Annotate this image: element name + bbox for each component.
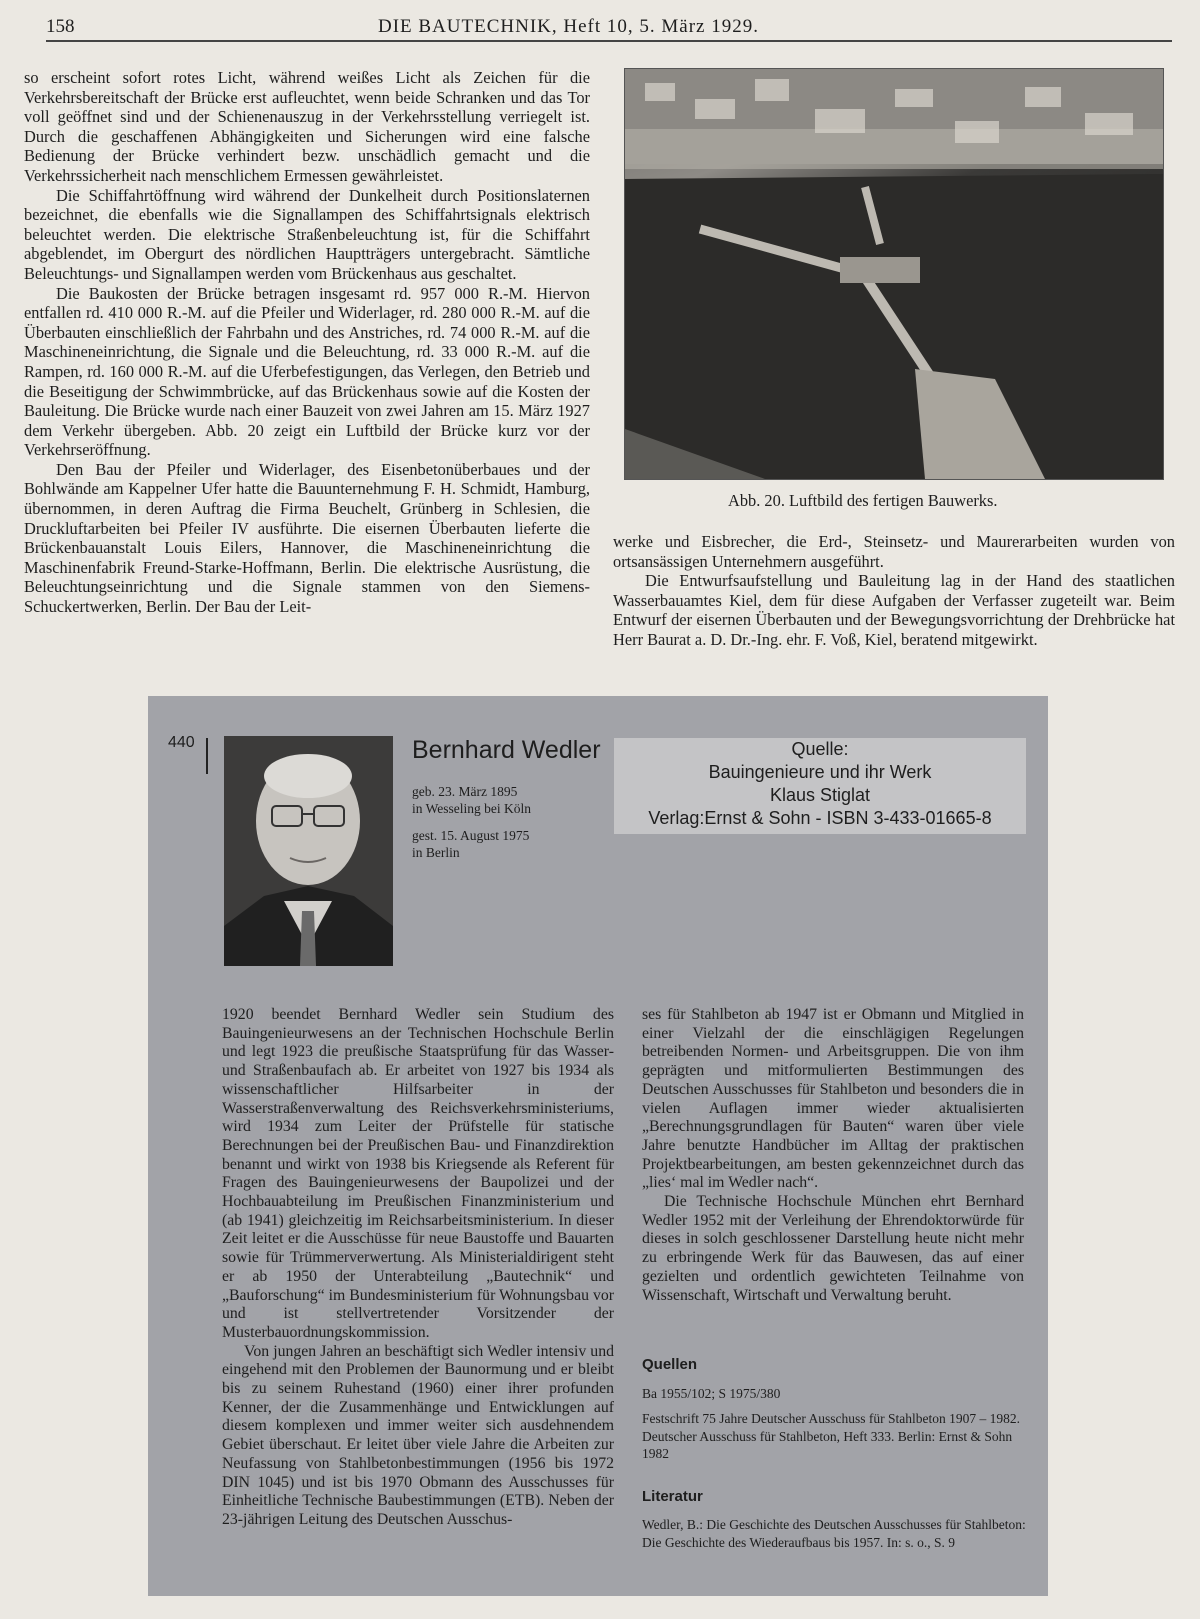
birth-date: geb. 23. März 1895: [412, 784, 518, 799]
bio-paragraph: Die Technische Hochschule München ehrt Bernhard Wedler 1952 mit der Verleihung der Ehrendoktorwürde für dieses in solch geschlossener Darstellung heute nicht mehr zu erbringende Werk für das Bauwesen, das auf einer gezielten und ordentlich gewichteten Teilnahme von Wissenschaft, Wirtschaft und Verwaltung beruht.: [642, 1193, 1024, 1304]
journal-title: DIE BAUTECHNIK, Heft 10, 5. März 1929.: [378, 16, 759, 37]
quellen-item: Ba 1955/102; S 1975/380: [642, 1386, 781, 1401]
quellen-heading: Quellen: [642, 1356, 698, 1373]
quellen-item: Festschrift 75 Jahre Deutscher Ausschuss für Stahlbeton 1907 – 1982. Deutscher Ausschuss für Stahlbeton, Heft 333. Berlin: Ernst & Sohn 1982: [642, 1411, 1020, 1461]
source-author: Klaus Stiglat: [769, 785, 871, 805]
death-date: gest. 15. August 1975: [412, 828, 530, 843]
bio-name: Bernhard Wedler: [412, 736, 601, 764]
birth-place: in Wesseling bei Köln: [412, 801, 532, 816]
source-publisher: Verlag:Ernst & Sohn - ISBN 3-433-01665-8: [648, 808, 992, 828]
article-paragraph: Die Baukosten der Brücke betragen insgesamt rd. 957 000 R.-M. Hiervon entfallen rd. 410 000 R.-M. auf die Pfeiler und Widerlager, rd. 280 000 R.-M. auf die Überbauten einschließlich der Fahrbahn und des Anstriches, rd. 74 000 R.-M. auf die Maschineneinrichtung, die Signale und die Beleuchtung, rd. 33 000 R.-M. auf die Rampen, rd. 160 000 R.-M. auf die Uferbefestigungen, das Verlegen, den Betrieb und die Beseitigung der Schwimmbrücke, auf das Brückenhaus sowie auf die Kosten der Bauleitung. Die Brücke wurde nach einer Bauzeit von zwei Jahren am 15. März 1927 dem Verkehr übergeben. Abb. 20 zeigt ein Luftbild der Brücke kurz vor der Verkehrseröffnung.: [24, 283, 590, 460]
article-paragraph: Die Schiffahrtöffnung wird während der Dunkelheit durch Positionslaternen bezeichnet, die ebenfalls wie die Signallampen des Schiffahrtsignals elektrisch beleuchtet werden. Die elektrische Straßenbeleuchtung ist, für die Schiffahrt abgeblendet, im Obergurt des nördlichen Hauptträgers untergebracht. Sämtliche Beleuchtungs- und Signallampen werden vom Brückenhaus aus geschaltet.: [24, 185, 590, 283]
source-label: Quelle:: [791, 739, 849, 759]
birth-info: [412, 783, 531, 817]
page-number: 158: [46, 16, 75, 37]
bio-paragraph: 1920 beendet Bernhard Wedler sein Studium des Bauingenieurwesens an der Technischen Hochschule Berlin und legt 1923 die preußische Staatsprüfung für das Wasser- und Straßenbaufach ab. Er arbeitet von 1927 bis 1934 als wissenschaftlicher Hilfsarbeiter in der Wasserstraßenverwaltung des Reichsverkehrsministeriums, wird 1934 zum Leiter der Prüfstelle für statische Berechnungen bei der Preußischen Bau- und Finanzdirektion benannt und wirkt von 1938 bis Kriegsende als Referent für Fragen des Bauingenieurwesens der Baupolizei und der Hochbauabteilung im Preußischen Finanzministerium und (ab 1941) gleichzeitig im Reichsarbeitsministerium. In dieser Zeit leitet er die Ausschüsse für neue Baustoffe und Bauarten sowie für Trümmerverwertung. Als Ministerialdirigent steht er ab 1950 der Unterabteilung „Bautechnik“ und „Bauforschung“ im Bundesministerium für Wohnungsbau vor und ist stellvertretender Vorsitzender der Musterbauordnungskommission.: [222, 1006, 614, 1341]
literatur-item: Wedler, B.: Die Geschichte des Deutschen Ausschusses für Stahlbeton: Die Geschichte des Wiederaufbaus bis 1957. In: s. o., S. 9: [642, 1517, 1026, 1550]
source-note: [614, 738, 1026, 834]
bio-right-column: [642, 1006, 1024, 1305]
bio-paragraph: Von jungen Jahren an beschäftigt sich Wedler intensiv und eingehend mit den Problemen der Baunormung und er bleibt bis zu seinem Ruhestand (1960) einer ihrer profunden Kenner, der die Zusammenhänge und Entwicklungen auf diesem komplexen und immer weiter sich ausdehnendem Gebiet überschaut. Er leitet über viele Jahre die Arbeiten zur Neufassung von Stahlbetonbestimmungen (1956 bis 1972 DIN 1045) und ist bis 1970 Obmann des Ausschusses für Einheitliche Technische Baubestimmungen (ETB). Neben der 23-jährigen Leitung des Deutschen Ausschus-: [222, 1342, 614, 1528]
article-right-column: [613, 532, 1175, 650]
source-title: Bauingenieure und ihr Werk: [708, 762, 932, 782]
aerial-bridge-photo: [624, 68, 1164, 480]
page-header: [46, 14, 1172, 42]
article-paragraph: Den Bau der Pfeiler und Widerlager, des Eisenbetonüberbaues und der Bohlwände am Kappelner Ufer hatte die Bauunternehmung F. H. Schmidt, Hamburg, übernommen, in deren Auftrag die Firma Beuchelt, Grünberg in Schlesien, die Druckluftarbeiten bei Pfeiler IV ausführte. Die eisernen Überbauten lieferte die Brückenbauanstalt Louis Eilers, Hannover, die Maschineneinrichtung die Maschinenfabrik Freund-Starke-Hoffmann, Berlin. Die elektrische Ausrüstung, die Beleuchtungseinrichtung und die Signale stammen von den Siemens-Schuckertwerken, Berlin. Der Bau der Leit-: [24, 459, 590, 617]
literatur-heading: Literatur: [642, 1488, 703, 1505]
divider: [206, 738, 208, 774]
figure-caption: Abb. 20. Luftbild des fertigen Bauwerks.: [728, 491, 998, 510]
article-left-column: [24, 68, 590, 617]
article-paragraph: so erscheint sofort rotes Licht, während weißes Licht als Zeichen für die Verkehrsbereitschaft der Brücke erst aufleuchtet, wenn beide Schranken und das Tor voll geöffnet sind und der Schienenauszug in der Verkehrsstellung verriegelt ist. Durch die geschaffenen Abhängigkeiten und Sicherungen wird eine falsche Bedienung der Brücke verhindert bezw. unschädlich gemacht und die Verkehrssicherheit nach menschlichem Ermessen gewährleistet.: [24, 68, 590, 185]
death-place: in Berlin: [412, 845, 460, 860]
death-info: [412, 827, 529, 861]
bio-left-column: [222, 1006, 614, 1530]
article-paragraph: Die Entwurfsaufstellung und Bauleitung lag in der Hand des staatlichen Wasserbauamtes Kiel, dem für diese Aufgaben der Verfasser zugeteilt war. Beim Entwurf der eisernen Überbauten und der Bewegungsvorrichtung der Drehbrücke hat Herr Baurat a. D. Dr.-Ing. ehr. F. Voß, Kiel, beratend mitgewirkt.: [613, 571, 1175, 649]
bio-page-number: 440: [168, 734, 195, 751]
article-paragraph: werke und Eisbrecher, die Erd-, Steinsetz- und Maurerarbeiten wurden von ortsansässigen Unternehmern ausgeführt.: [613, 532, 1175, 571]
bio-paragraph: ses für Stahlbeton ab 1947 ist er Obmann und Mitglied in einer Vielzahl der die einschlägigen Regelungen betreibenden Normen- und Arbeitsgruppen. Die von ihm geprägten und mitformulierten Bestimmungen des Deutschen Ausschusses für Stahlbeton und besonders die in vielen Auflagen immer wieder aktualisierten „Berechnungsgrundlagen für Bauten“ waren über viele Jahre benutzte Handbücher im Alltag der praktischen Projektbearbeitungen, am besten gekennzeichnet durch das „lies‘ mal im Wedler nach“.: [642, 1006, 1024, 1192]
portrait-photo: [224, 736, 393, 966]
